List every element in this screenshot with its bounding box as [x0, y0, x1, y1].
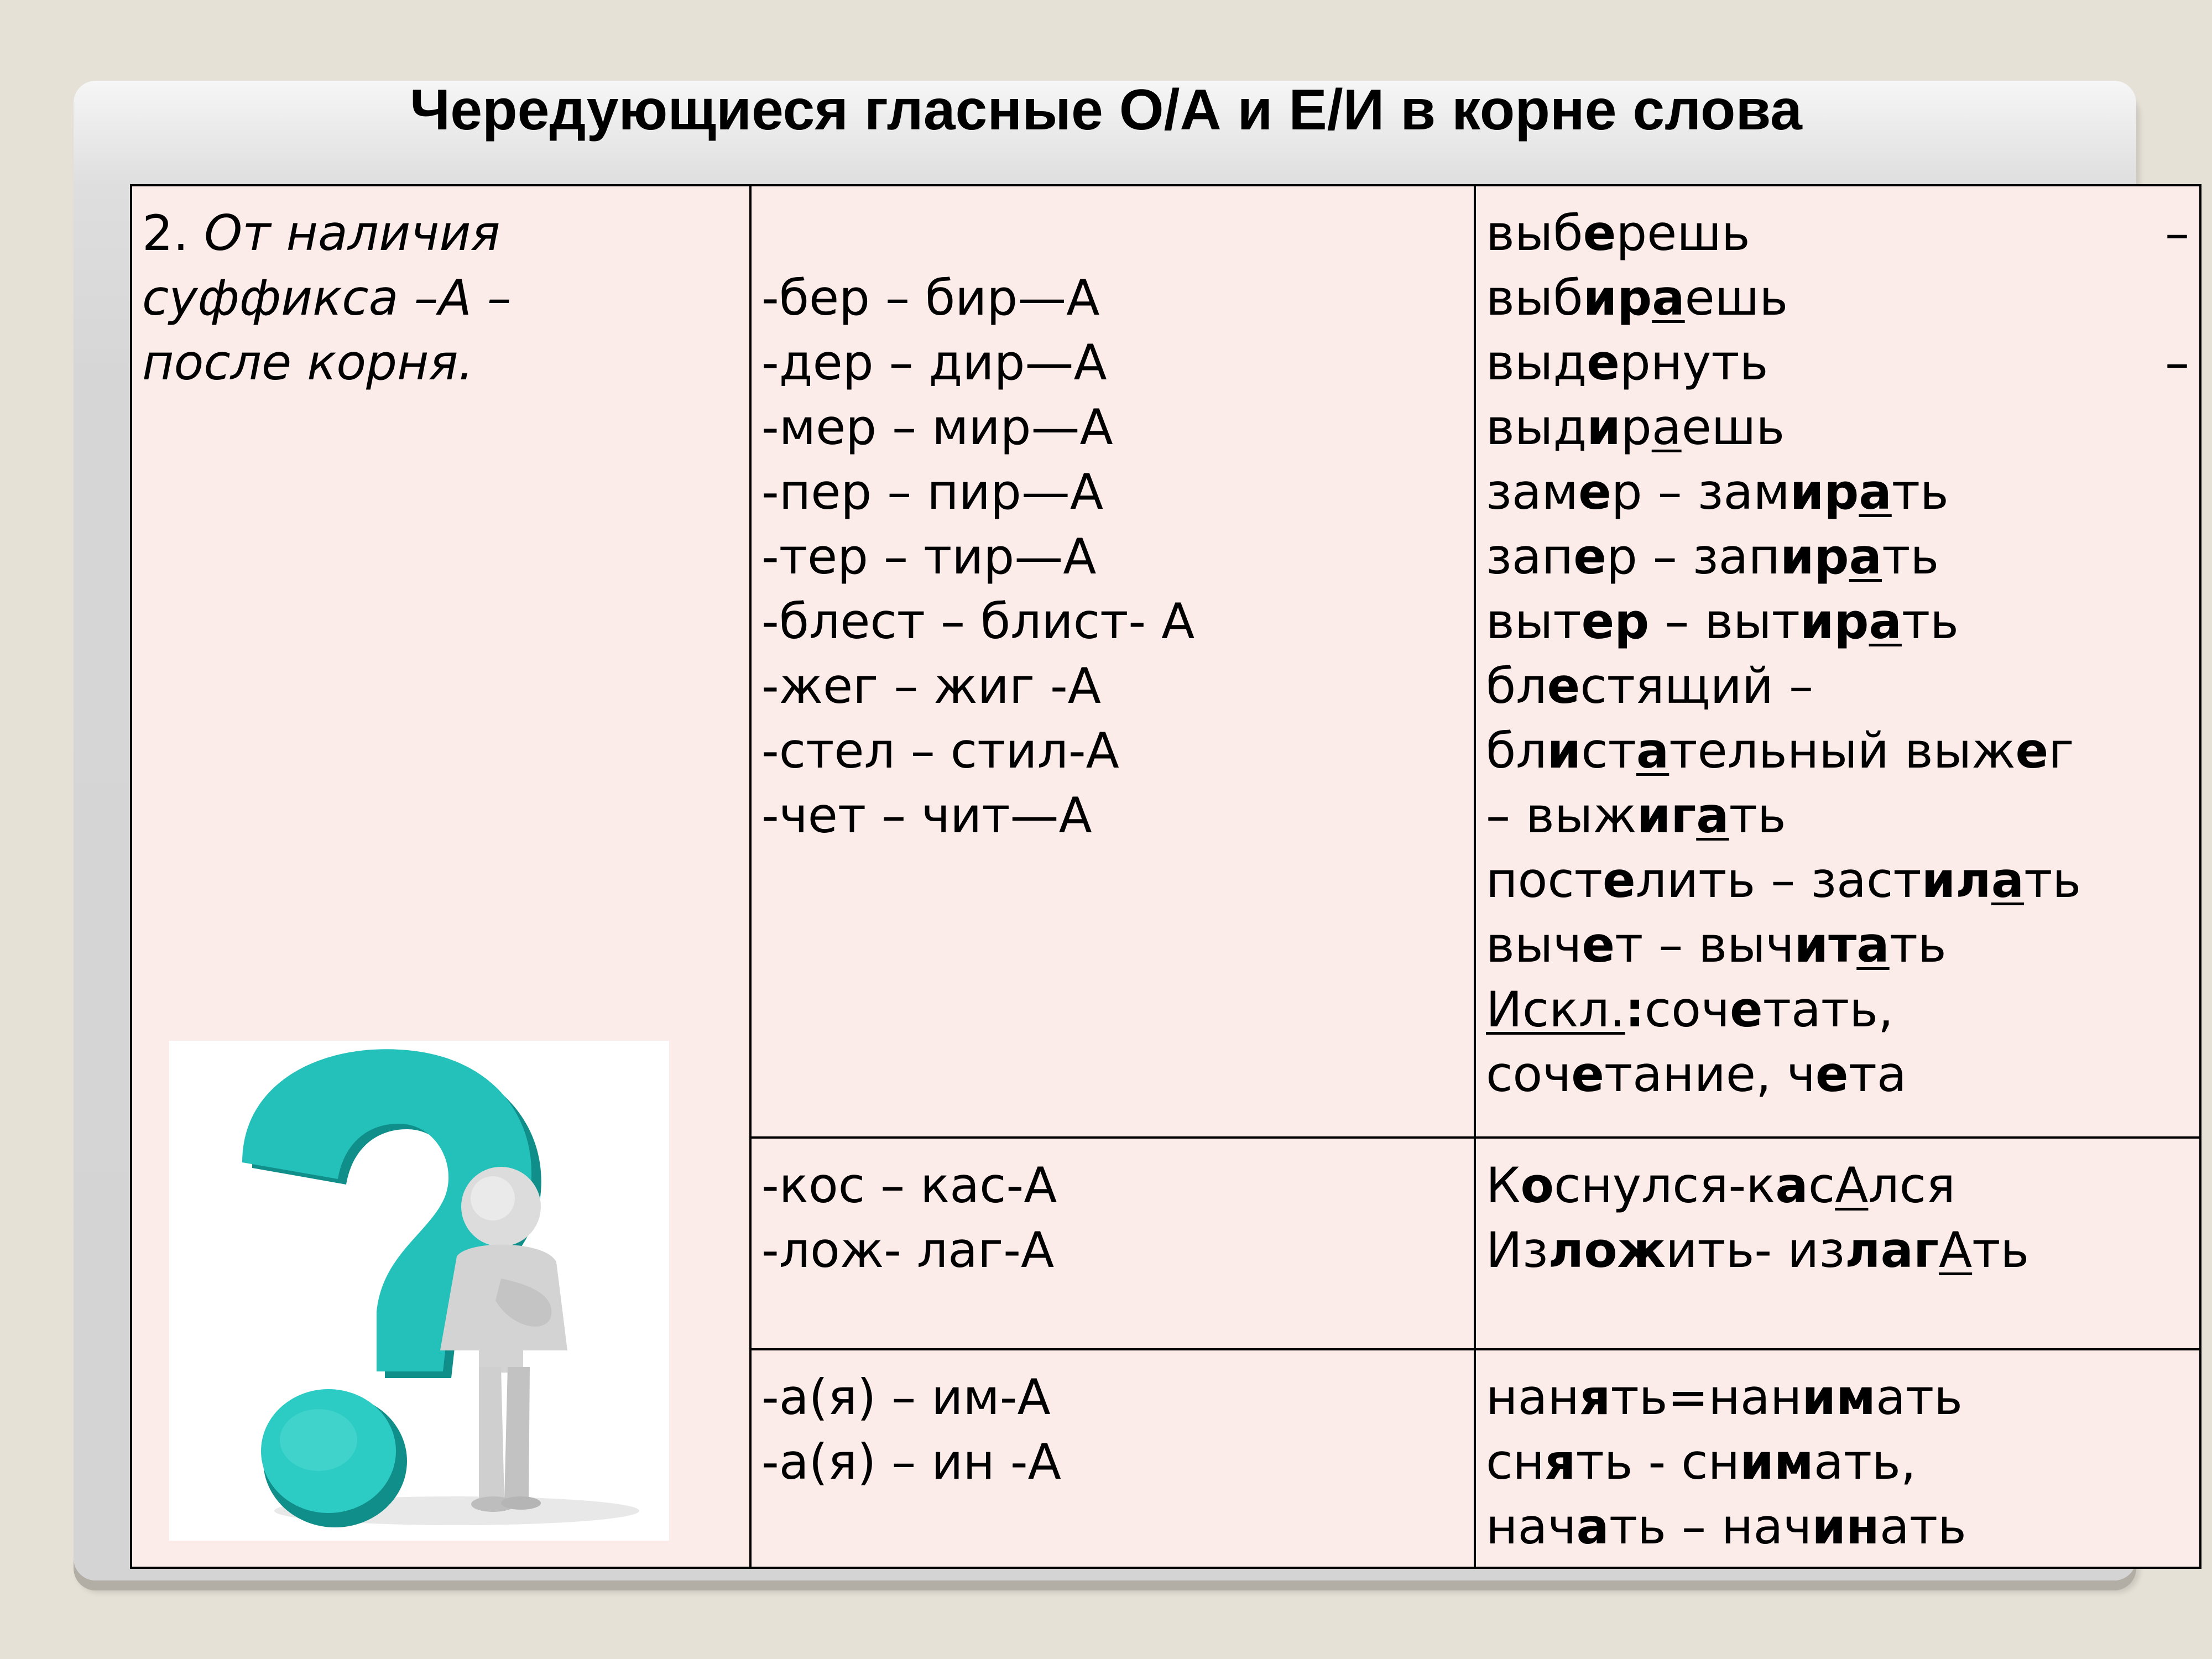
list-item: -пер – пир—А: [761, 463, 1104, 520]
examples-cell-1: [1475, 185, 2200, 1138]
list-item: -блест – блист- А: [761, 593, 1195, 650]
thinking-figure-question-mark-image: [169, 1041, 669, 1541]
exception-line: Искл.:сочетать,: [1486, 981, 1893, 1038]
slide-title: Чередующиеся гласные О/А и Е/И в корне слова: [410, 78, 1802, 142]
example-line: – выжигать: [1486, 787, 1786, 844]
example-line: Изложить- излагАть: [1486, 1222, 2030, 1279]
list-item: -бер – бир—А: [761, 269, 1100, 326]
example-line: выберешь –: [1486, 205, 2189, 262]
example-line: постелить – застилать: [1486, 852, 2081, 909]
example-line: сочетание, чета: [1486, 1046, 1907, 1103]
list-item: -дер – дир—А: [761, 334, 1107, 391]
list-item: -а(я) – ин -А: [761, 1433, 1061, 1490]
example-line: вытер – вытирать: [1486, 593, 1959, 650]
rule-text-2: суффикса –А –: [142, 269, 512, 326]
example-line: Коснулся-касАлся: [1486, 1157, 1955, 1214]
list-item: -стел – стил-А: [761, 722, 1119, 779]
example-line: начать – начинать: [1486, 1498, 1966, 1555]
example-line: выдираешь: [1486, 399, 1785, 456]
example-line: замер – замирать: [1486, 463, 1949, 520]
examples-cell-2: [1475, 1138, 2200, 1349]
example-line: снять - снимать,: [1486, 1433, 1916, 1490]
list-item: -чет – чит—А: [761, 787, 1092, 844]
example-line: нанять=нанимать: [1486, 1369, 1963, 1426]
roots-cell-1: [750, 185, 1475, 1138]
list-item: -а(я) – им-А: [761, 1369, 1051, 1426]
rule-number: 2.: [142, 205, 189, 262]
example-line: выбираешь: [1486, 269, 1788, 326]
rule-cell: [131, 185, 750, 1568]
list-item: -кос – кас-А: [761, 1157, 1057, 1214]
list-item: -лож- лаг-А: [761, 1222, 1055, 1279]
roots-cell-2: [750, 1138, 1475, 1349]
example-line: блистательный выжег: [1486, 722, 2074, 779]
rules-table: [130, 184, 2201, 1569]
roots-cell-3: [750, 1349, 1475, 1568]
list-item: -жег – жиг -А: [761, 658, 1101, 714]
example-line: запер – запирать: [1486, 528, 1939, 585]
list-item: -мер – мир—А: [761, 399, 1113, 456]
list-item: -тер – тир—А: [761, 528, 1097, 585]
examples-cell-3: [1475, 1349, 2200, 1568]
example-line: выдернуть –: [1486, 334, 2189, 391]
example-line: блестящий –: [1486, 658, 1814, 714]
example-line: вычет – вычитать: [1486, 916, 1947, 973]
table-row: [131, 185, 2200, 1138]
rule-text-3: после корня.: [142, 334, 474, 391]
rule-text-1: От наличия: [204, 205, 500, 262]
